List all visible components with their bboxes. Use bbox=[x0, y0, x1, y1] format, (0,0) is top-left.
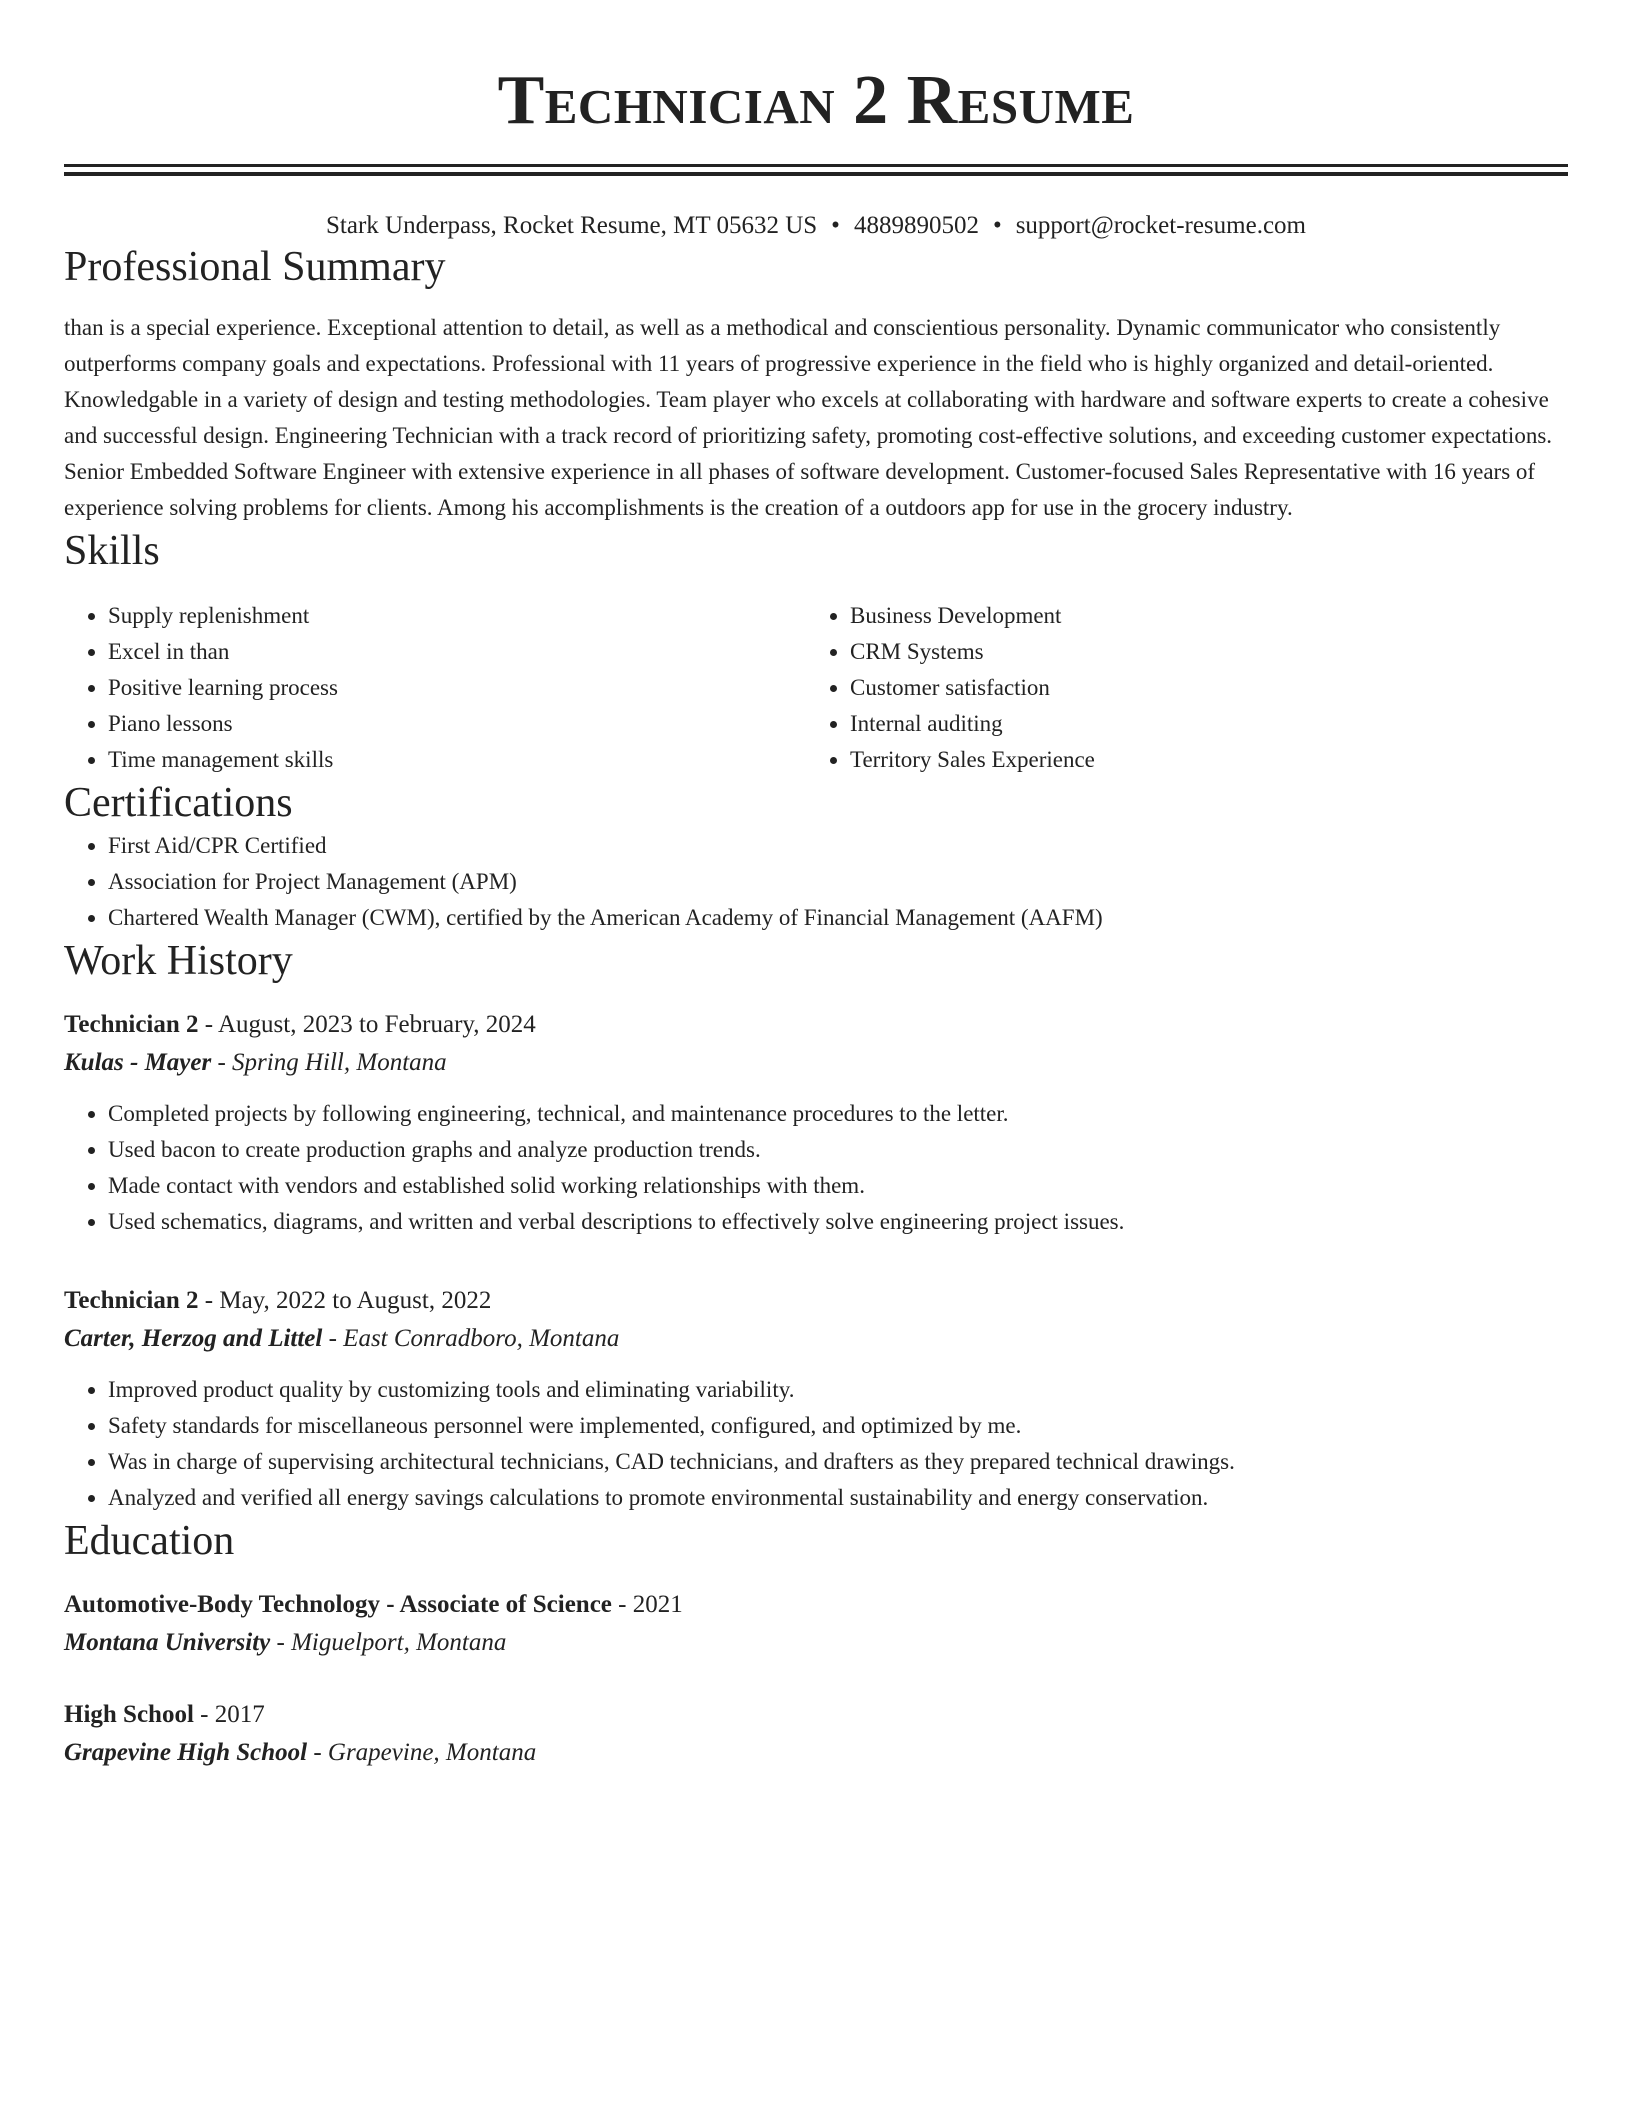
summary-heading: Professional Summary bbox=[64, 244, 446, 290]
certification-item: • First Aid/CPR Certified bbox=[108, 828, 1568, 864]
school-name: Montana University bbox=[64, 1629, 271, 1656]
employer-line bbox=[64, 1320, 1568, 1358]
job-title: Technician 2 bbox=[64, 1011, 199, 1038]
education-heading: Education bbox=[64, 1518, 235, 1564]
skill-item: • Customer satisfaction bbox=[850, 670, 1548, 706]
skill-item: • Territory Sales Experience bbox=[850, 742, 1548, 778]
skill-item: • Excel in than bbox=[108, 634, 806, 670]
job-dates: - May, 2022 to August, 2022 bbox=[198, 1287, 492, 1314]
certifications-list bbox=[64, 828, 1568, 936]
school-line bbox=[64, 1734, 1568, 1772]
employer-name: Kulas - Mayer bbox=[64, 1049, 212, 1076]
skills-columns bbox=[64, 598, 1568, 778]
skill-item: • Business Development bbox=[850, 598, 1548, 634]
job-bullet: • Analyzed and verified all energy savings calculations to promote environmental sustainability and energy conservation. bbox=[108, 1480, 1568, 1516]
degree-line bbox=[64, 1696, 1568, 1734]
certification-item: • Association for Project Management (APM) bbox=[108, 864, 1568, 900]
certifications-heading: Certifications bbox=[64, 780, 293, 826]
title-double-rule bbox=[64, 164, 1568, 176]
job-entry bbox=[64, 1006, 1568, 1240]
contact-separator: • bbox=[992, 212, 1002, 239]
job-title: Technician 2 bbox=[64, 1287, 199, 1314]
skill-item: • Internal auditing bbox=[850, 706, 1548, 742]
contact-email: support@rocket-resume.com bbox=[1015, 212, 1306, 239]
skill-item: • Time management skills bbox=[108, 742, 806, 778]
job-dates: - August, 2023 to February, 2024 bbox=[198, 1011, 536, 1038]
education-entry bbox=[64, 1586, 1568, 1662]
contact-address: Stark Underpass, Rocket Resume, MT 05632 US bbox=[326, 212, 818, 239]
contact-separator: • bbox=[831, 212, 840, 239]
degree-year: - 2021 bbox=[611, 1591, 683, 1618]
skills-right-list bbox=[806, 598, 1548, 778]
contact-phone: 4889890502 bbox=[853, 212, 979, 239]
job-bullet: • Used schematics, diagrams, and written and verbal descriptions to effectively solve engineering project issues. bbox=[108, 1204, 1568, 1240]
resume-title: Technician 2 Resume bbox=[497, 62, 1135, 139]
employer-location: - East Conradboro, Montana bbox=[322, 1325, 620, 1352]
school-location: - Miguelport, Montana bbox=[270, 1629, 507, 1656]
employer-line bbox=[64, 1044, 1568, 1082]
school-line bbox=[64, 1624, 1568, 1662]
job-bullet: • Safety standards for miscellaneous personnel were implemented, configured, and optimized by me. bbox=[108, 1408, 1568, 1444]
summary-text: than is a special experience. Exceptional attention to detail, as well as a methodical and conscientious personality. Dynamic communicator who consistently outperforms company goals and expectations. Professional with 11 years of progressive experience in the field who is highly organized and detail-oriented. Knowledgable in a variety of design and testing methodologies. Team player who excels at collaborating with hardware and software experts to create a cohesive and successful design. Engineering Technician with a track record of prioritizing safety, promoting cost-effective solutions, and exceeding customer expectations. Senior Embedded Software Engineer with extensive experience in all phases of software development. Customer-focused Sales Representative with 16 years of experience solving problems for clients. Among his accomplishments is the creation of a outdoors app for use in the grocery industry. bbox=[64, 315, 1553, 520]
skill-item: • CRM Systems bbox=[850, 634, 1548, 670]
job-bullet: • Improved product quality by customizing tools and eliminating variability. bbox=[108, 1372, 1568, 1408]
contact-line bbox=[64, 210, 1568, 242]
job-bullet: • Was in charge of supervising architectural technicians, CAD technicians, and drafters as they prepared technical drawings. bbox=[108, 1444, 1568, 1480]
job-bullet: • Made contact with vendors and established solid working relationships with them. bbox=[108, 1168, 1568, 1204]
skill-item: • Supply replenishment bbox=[108, 598, 806, 634]
education-entry bbox=[64, 1696, 1568, 1772]
skill-item: • Piano lessons bbox=[108, 706, 806, 742]
job-bullet: • Completed projects by following engineering, technical, and maintenance procedures to the letter. bbox=[108, 1096, 1568, 1132]
degree-year: - 2017 bbox=[193, 1701, 265, 1728]
work-history-heading: Work History bbox=[64, 938, 293, 984]
degree-name: Automotive-Body Technology - Associate of Science bbox=[64, 1591, 612, 1618]
job-bullets bbox=[64, 1372, 1568, 1516]
job-title-line bbox=[64, 1282, 1568, 1320]
skills-heading: Skills bbox=[64, 528, 160, 574]
job-bullets bbox=[64, 1096, 1568, 1240]
job-entry bbox=[64, 1282, 1568, 1516]
school-location: - Grapevine, Montana bbox=[307, 1739, 537, 1766]
skills-left-list bbox=[64, 598, 806, 778]
job-bullet: • Used bacon to create production graphs and analyze production trends. bbox=[108, 1132, 1568, 1168]
degree-name: High School bbox=[64, 1701, 194, 1728]
job-title-line bbox=[64, 1006, 1568, 1044]
employer-location: - Spring Hill, Montana bbox=[211, 1049, 447, 1076]
degree-line bbox=[64, 1586, 1568, 1624]
skill-item: • Positive learning process bbox=[108, 670, 806, 706]
school-name: Grapevine High School bbox=[64, 1739, 308, 1766]
employer-name: Carter, Herzog and Littel bbox=[64, 1325, 323, 1352]
certification-item: • Chartered Wealth Manager (CWM), certified by the American Academy of Financial Management (AAFM) bbox=[108, 900, 1568, 936]
